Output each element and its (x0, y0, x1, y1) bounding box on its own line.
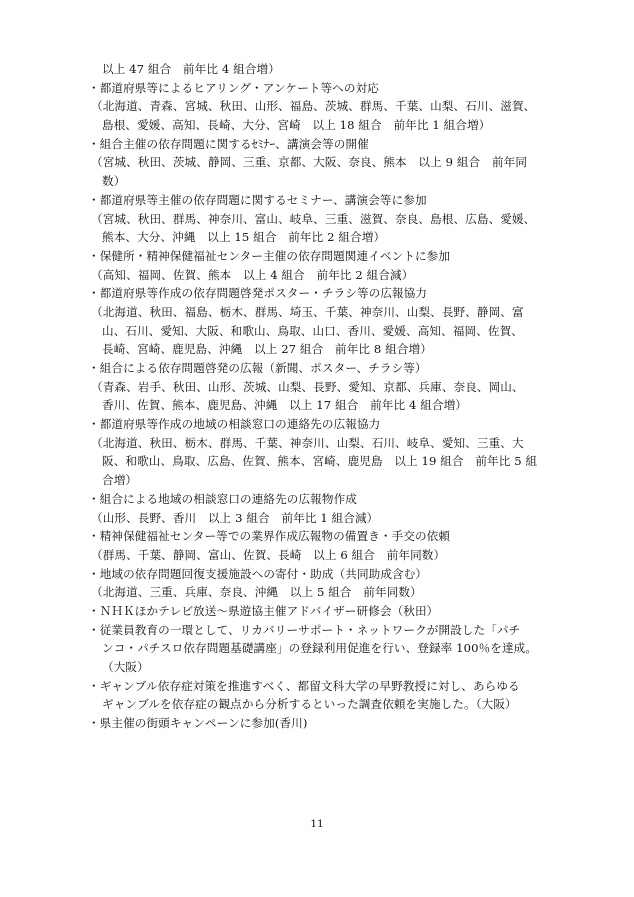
text-line: （宮城、秋田、群馬、神奈川、富山、岐阜、三重、滋賀、奈良、島根、広島、愛媛、 (91, 211, 536, 226)
bullet-item-line: ・従業員教育の一環として、リカバリーサポート・ネットワークが開設した「パチ (88, 622, 521, 637)
page-number: 11 (310, 818, 324, 830)
text-line: （高知、福岡、佐賀、熊本 以上 4 組合 前年比 2 組合減） (91, 267, 414, 282)
bullet-item-line: ・ギャンブル依存症対策を推進すべく、都留文科大学の早野教授に対し、あらゆる (88, 678, 520, 693)
text-line: ギャンブルを依存症の観点から分析するといった調査依頼を実施した。（大阪） (102, 697, 517, 712)
bullet-item-line: ・組合主催の依存問題に関するｾﾐﾅｰ、講演会等の開催 (88, 136, 369, 151)
bullet-item-line: ・地域の依存問題回復支援施設への寄付・助成（共同助成含む） (88, 566, 428, 581)
text-line: （山形、長野、香川 以上 3 組合 前年比 1 組合減） (91, 510, 379, 525)
bullet-item-line: ・保健所・精神保健福祉センター主催の依存問題関連イベントに参加 (88, 248, 451, 263)
text-line: （北海道、青森、宮城、秋田、山形、福島、茨城、群馬、千葉、山梨、石川、滋賀、 (91, 99, 536, 114)
document-body (88, 60, 592, 733)
text-line: ンコ・パチスロ依存問題基礎講座」の登録利用促進を行い、登録率 100％を達成。 (102, 641, 538, 656)
bullet-item-line: ・都道府県等作成の依存問題啓発ポスター・チラシ等の広報協力 (88, 286, 428, 301)
bullet-item-line: ・組合による地域の相談窓口の連絡先の広報物作成 (88, 491, 357, 506)
bullet-item-line: ・ＮＨＫほかテレビ放送～県遊協主催アドバイザー研修会（秋田） (88, 603, 439, 618)
text-line: （宮城、秋田、茨城、静岡、三重、京都、大阪、奈良、熊本 以上 9 組合 前年同 (91, 155, 528, 170)
text-line: 数） (102, 174, 126, 189)
text-line: （大阪） (102, 660, 149, 674)
bullet-item-line: ・精神保健福祉センター等での業界作成広報物の備置き・手交の依頼 (88, 529, 451, 544)
text-line: （北海道、秋田、福島、栃木、群馬、埼玉、千葉、神奈川、山梨、長野、静岡、富 (91, 304, 524, 319)
text-line: （青森、岩手、秋田、山形、茨城、山梨、長野、愛知、京都、兵庫、奈良、岡山、 (91, 379, 524, 394)
text-line: 阪、和歌山、鳥取、広島、佐賀、熊本、宮崎、鹿児島 以上 19 組合 前年比 5 組 (102, 454, 538, 469)
text-line: 合増） (102, 473, 138, 488)
text-line: （北海道、秋田、栃木、群馬、千葉、神奈川、山梨、石川、岐阜、愛知、三重、大 (91, 435, 524, 450)
text-line: 山、石川、愛知、大阪、和歌山、鳥取、山口、香川、愛媛、高知、福岡、佐賀、 (102, 323, 523, 338)
text-line: 以上 47 組合 前年比 4 組合増） (102, 62, 280, 76)
text-line: 香川、佐賀、熊本、鹿児島、沖縄 以上 17 組合 前年比 4 組合増） (102, 398, 467, 413)
text-line: 長崎、宮崎、鹿児島、沖縄 以上 27 組合 前年比 8 組合増） (102, 342, 432, 357)
text-line: （北海道、三重、兵庫、奈良、沖縄 以上 5 組合 前年同数） (91, 585, 422, 600)
bullet-item-line: ・都道府県等作成の地域の相談窓口の連絡先の広報協力 (88, 417, 381, 432)
text-line: （群馬、千葉、静岡、富山、佐賀、長崎 以上 6 組合 前年同数） (91, 547, 446, 562)
bullet-item-line: ・県主催の街頭キャンペーンに参加(香川) (88, 716, 308, 731)
text-line: 熊本、大分、沖縄 以上 15 組合 前年比 2 組合増） (102, 230, 386, 245)
text-line: 島根、愛媛、高知、長崎、大分、宮崎 以上 18 組合 前年比 1 組合増） (102, 118, 491, 133)
bullet-item-line: ・組合による依存問題啓発の広報（新聞、ポスター、チラシ等） (88, 361, 427, 375)
bullet-item-line: ・都道府県等によるヒアリング・アンケート等への対応 (88, 80, 379, 95)
bullet-item-line: ・都道府県等主催の依存問題に関するセミナー、講演会等に参加 (88, 192, 427, 207)
